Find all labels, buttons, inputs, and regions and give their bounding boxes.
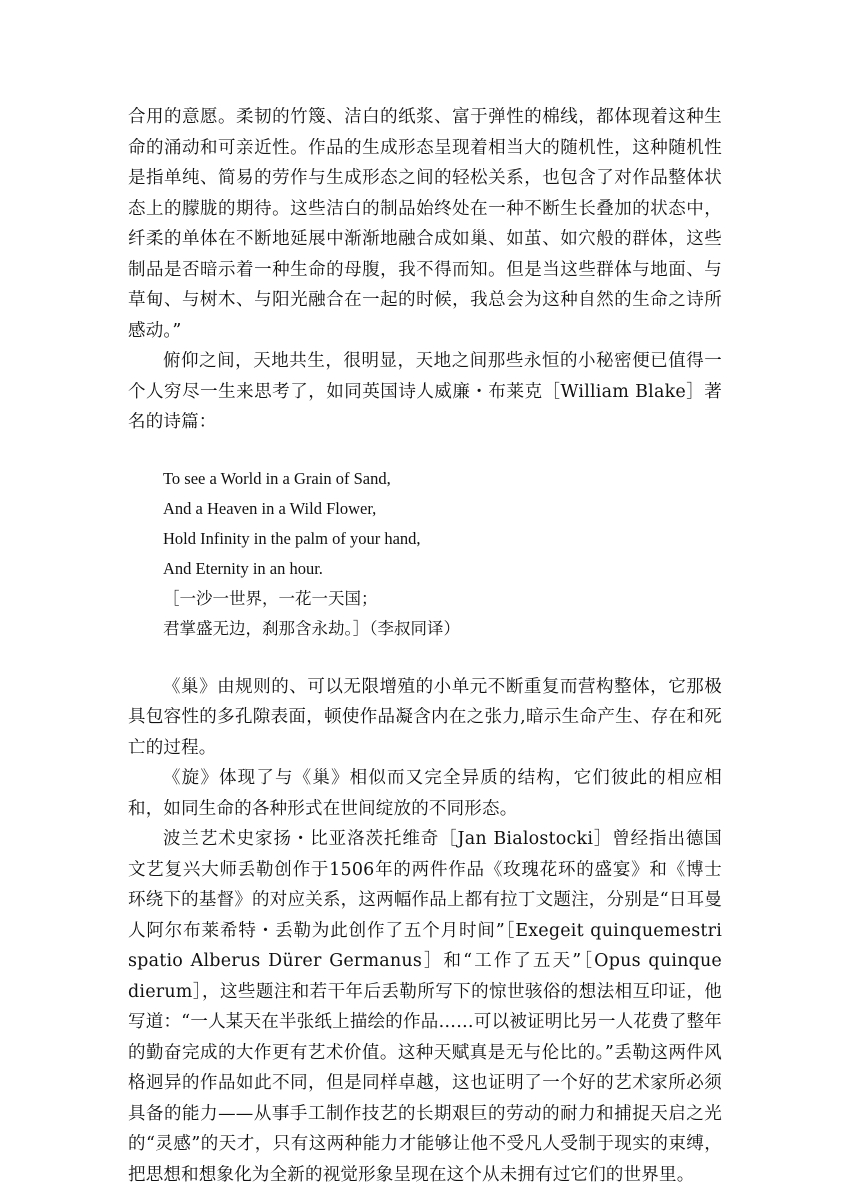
poem-line-en: And a Heaven in a Wild Flower, <box>163 498 377 518</box>
poem-block <box>163 464 722 644</box>
paragraph-spiral: 《旋》体现了与《巢》相似而又完全异质的结构，它们彼此的相应相和，如同生命的各种形式在世间绽放的不同形态。 <box>128 768 722 819</box>
poem-line-en: And Eternity in an hour. <box>163 558 323 578</box>
poem-line-en: Hold Infinity in the palm of your hand, <box>163 528 421 548</box>
section-gap <box>128 644 722 672</box>
poem-line-cn: 君掌盛无边，刹那含永劫。］（李叔同译） <box>163 618 460 638</box>
document-page <box>128 102 722 1190</box>
poem-line-cn: ［一沙一世界，一花一天国； <box>163 588 378 608</box>
paragraph-durer: 波兰艺术史家扬・比亚洛茨托维奇［Jan Bialostocki］曾经指出德国文艺复兴大师丢勒创作于1506年的两件作品《玫瑰花环的盛宴》和《博士环绕下的基督》的对应关系，这两幅作品上都有拉丁文题注，分别是“日耳曼人阿尔布莱希特・丢勒为此创作了五个月时间”［Exegeit quinquemestri spatio Alberus Dürer Germanus］和“工作了五天”［Opus quinque dierum］，这些题注和若干年后丢勒所写下的惊世骇俗的想法相互印证，他写道：“一人某天在半张纸上描绘的作品……可以被证明比另一人花费了整年的勤奋完成的大作更有艺术价值。这种天赋真是无与伦比的。”丢勒这两件风格迥异的作品如此不同，但是同样卓越，这也证明了一个好的艺术家所必须具备的能力——从事手工制作技艺的长期艰巨的劳动的耐力和捕捉天启之光的“灵感”的天才，只有这两种能力才能够让他不受凡人受制于现实的束缚，把思想和想象化为全新的视觉形象呈现在这个从未拥有过它们的世界里。 <box>128 829 722 1185</box>
paragraph-blake-intro: 俯仰之间，天地共生，很明显，天地之间那些永恒的小秘密便已值得一个人穷尽一生来思考了，如同英国诗人威廉・布莱克［William Blake］著名的诗篇： <box>128 351 722 432</box>
paragraph-continuation: 合用的意愿。柔韧的竹篾、洁白的纸浆、富于弹性的棉线，都体现着这种生命的涌动和可亲近性。作品的生成形态呈现着相当大的随机性，这种随机性是指单纯、简易的劳作与生成形态之间的轻松关系，也包含了对作品整体状态上的朦胧的期待。这些洁白的制品始终处在一种不断生长叠加的状态中，纤柔的单体在不断地延展中渐渐地融合成如巢、如茧、如穴般的群体，这些制品是否暗示着一种生命的母腹，我不得而知。但是当这些群体与地面、与草甸、与树木、与阳光融合在一起的时候，我总会为这种自然的生命之诗所感动。” <box>128 107 722 341</box>
paragraph-nest: 《巢》由规则的、可以无限增殖的小单元不断重复而营构整体，它那极具包容性的多孔隙表面，顿使作品凝含内在之张力,暗示生命产生、存在和死亡的过程。 <box>128 676 722 758</box>
poem-line-en: To see a World in a Grain of Sand, <box>163 468 391 488</box>
